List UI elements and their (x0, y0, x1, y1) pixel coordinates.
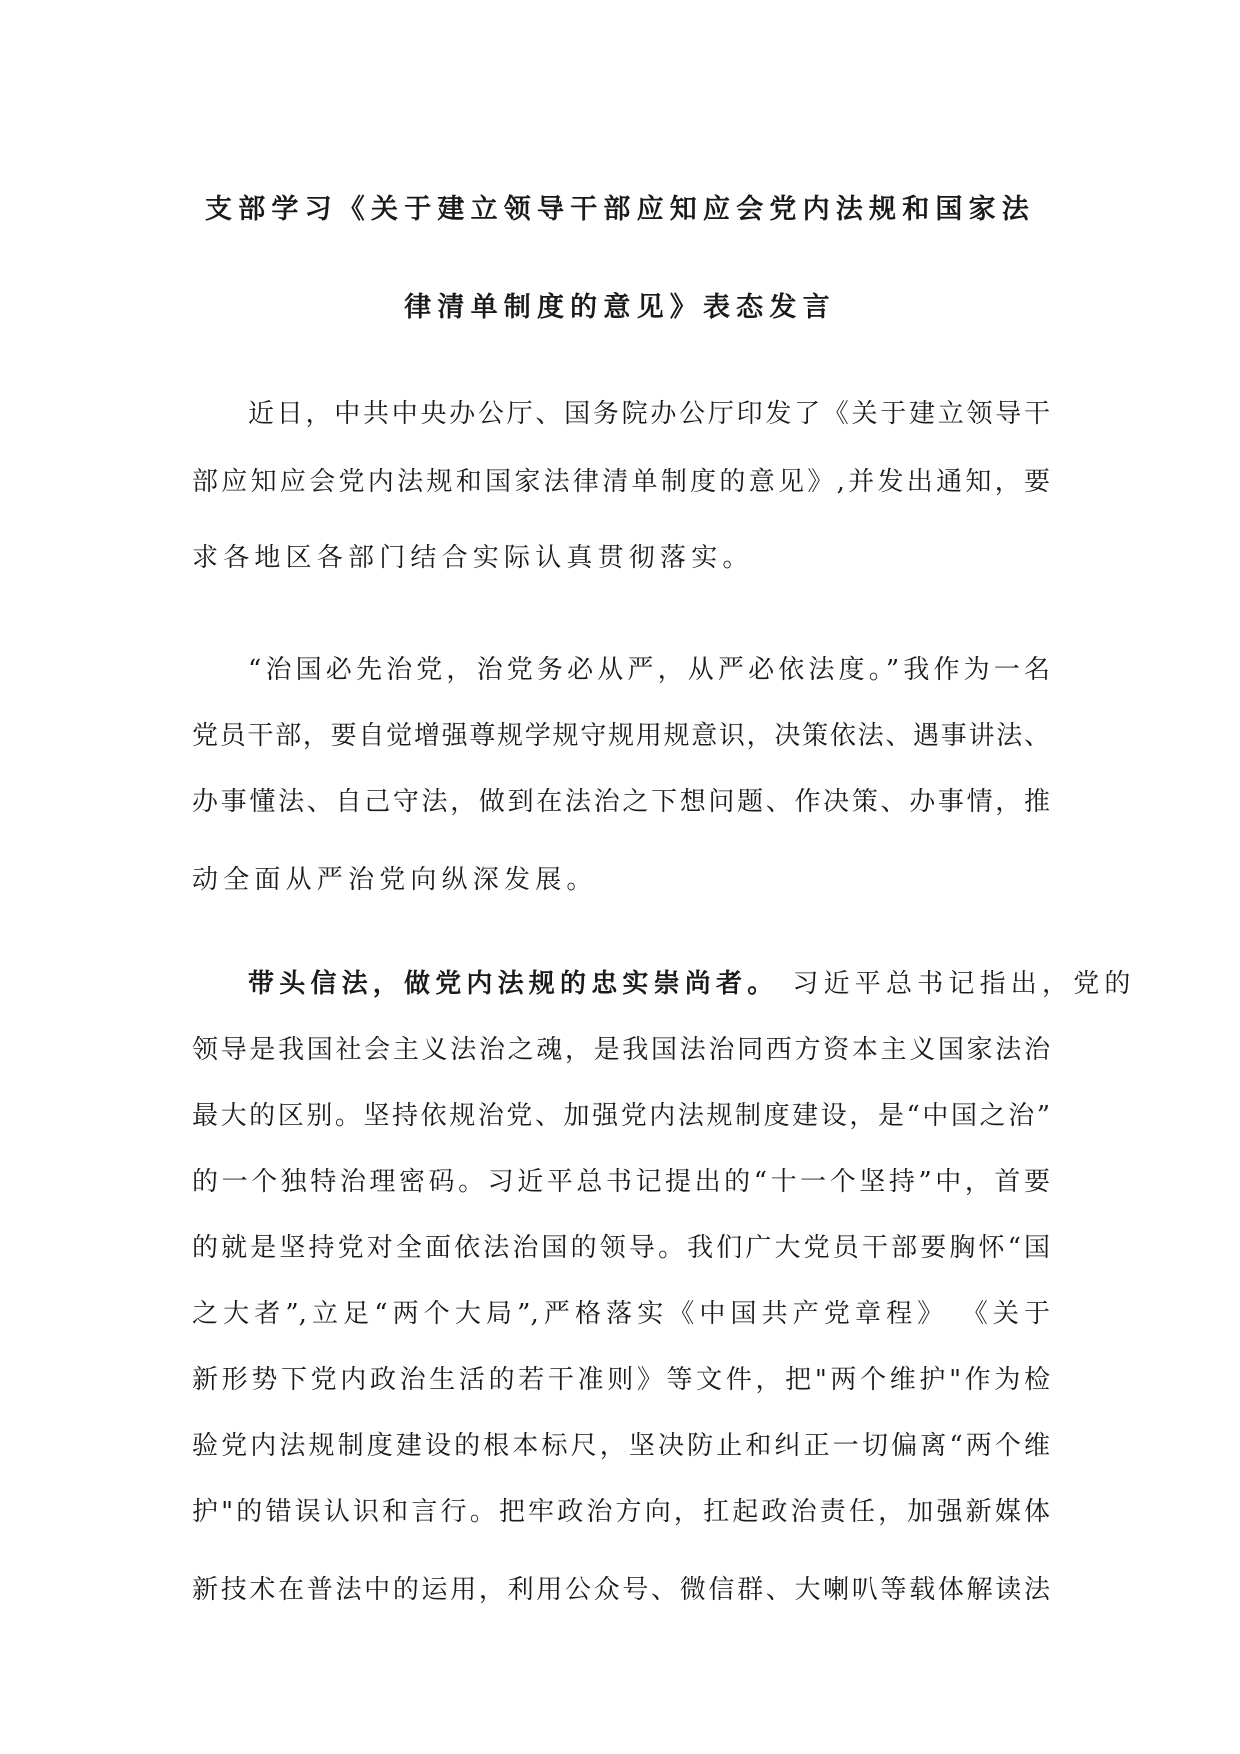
paragraph-3-lead: 带头信法，做党内法规的忠实崇尚者。 (248, 969, 779, 999)
document-title-line-1: 支部学习《关于建立领导干部应知应会党内法规和国家法 (205, 194, 1035, 225)
paragraph-3-line-9: 护"的错误认识和言行。把牢政治方向，扛起政治责任，加强新媒体 (192, 1497, 1050, 1527)
paragraph-2-line-3: 办事懂法、自己守法，做到在法治之下想问题、作决策、办事情，推 (192, 787, 1050, 817)
paragraph-1-line-1: 近日，中共中央办公厅、国务院办公厅印发了《关于建立领导干 (248, 399, 1050, 429)
paragraph-2-line-2: 党员干部，要自觉增强尊规学规守规用规意识，决策依法、遇事讲法、 (192, 721, 1050, 751)
paragraph-1-line-3: 求各地区各部门结合实际认真贯彻落实。 (192, 543, 754, 573)
paragraph-2-line-4: 动全面从严治党向纵深发展。 (192, 865, 598, 895)
paragraph-3-line-4: 的一个独特治理密码。习近平总书记提出的“十一个坚持”中，首要 (192, 1167, 1050, 1197)
paragraph-3-line-7: 新形势下党内政治生活的若干准则》等文件，把"两个维护"作为检 (192, 1365, 1050, 1395)
paragraph-3-line-3: 最大的区别。坚持依规治党、加强党内法规制度建设，是“中国之治” (192, 1101, 1050, 1131)
paragraph-1-line-2: 部应知应会党内法规和国家法律清单制度的意见》,并发出通知，要 (192, 467, 1050, 497)
paragraph-3-first-rest: 习近平总书记指出，党的 (792, 969, 1136, 999)
paragraph-2-line-1: “治国必先治党，治党务必从严，从严必依法度。”我作为一名 (248, 655, 1050, 685)
paragraph-3-line-2: 领导是我国社会主义法治之魂，是我国法治同西方资本主义国家法治 (192, 1035, 1050, 1065)
paragraph-3-line-8: 验党内法规制度建设的根本标尺，坚决防止和纠正一切偏离“两个维 (192, 1431, 1050, 1461)
paragraph-3-line-6: 之大者”,立足“两个大局”,严格落实《中国共产党章程》 《关于 (192, 1299, 1050, 1329)
paragraph-3-line-10: 新技术在普法中的运用，利用公众号、微信群、大喇叭等载体解读法 (192, 1575, 1050, 1605)
paragraph-3-line-1 (248, 966, 1136, 1002)
paragraph-3-line-5: 的就是坚持党对全面依法治国的领导。我们广大党员干部要胸怀“国 (192, 1233, 1050, 1263)
document-title-line-2: 律清单制度的意见》表态发言 (404, 292, 836, 323)
